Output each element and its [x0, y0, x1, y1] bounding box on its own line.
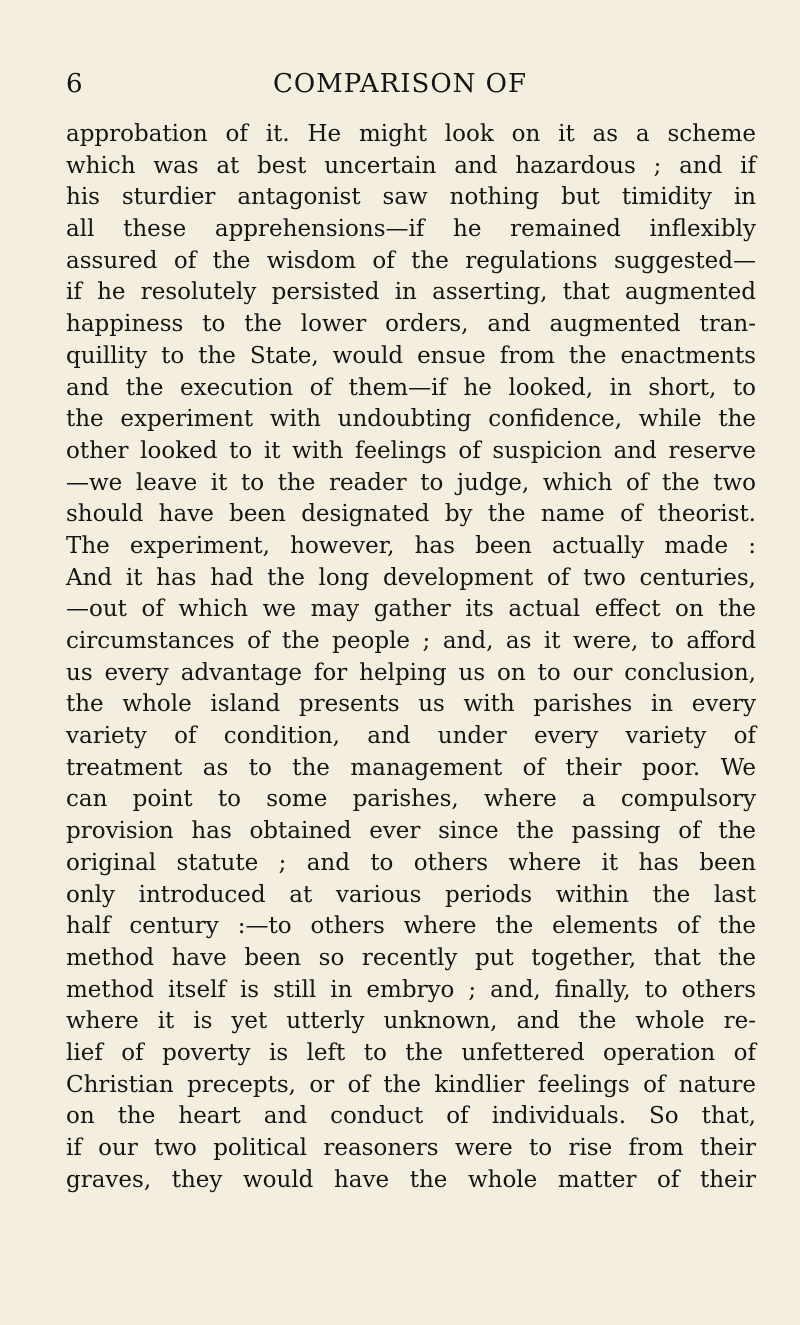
- running-head: [40, 64, 760, 104]
- text-line: variety of condition, and under every variety of: [66, 723, 756, 750]
- text-line: happiness to the lower orders, and augmented tran-: [66, 311, 756, 338]
- text-line: assured of the wisdom of the regulations suggested—: [66, 247, 756, 274]
- text-line: should have been designated by the name of theorist.: [66, 501, 756, 528]
- text-line: all these apprehensions—if he remained inflexibly: [66, 216, 756, 243]
- page-number: 6: [66, 69, 83, 99]
- text-line: And it has had the long development of two centuries,: [66, 564, 756, 591]
- text-line: us every advantage for helping us on to our conclusion,: [66, 659, 756, 686]
- text-line: circumstances of the people ; and, as it were, to afford: [66, 628, 756, 654]
- text-line: his sturdier antagonist saw nothing but timidity in: [66, 184, 756, 211]
- text-line: only introduced at various periods within the last: [66, 881, 756, 908]
- text-line: can point to some parishes, where a compulsory: [66, 786, 756, 813]
- text-line: The experiment, however, has been actually made :: [66, 532, 756, 559]
- text-line: quillity to the State, would ensue from the enactments: [66, 342, 756, 369]
- text-line: if he resolutely persisted in asserting, that augmented: [66, 279, 756, 306]
- text-line: original statute ; and to others where it has been: [66, 849, 756, 876]
- running-title: COMPARISON OF: [272, 69, 528, 99]
- text-line: —we leave it to the reader to judge, which of the two: [66, 469, 756, 496]
- text-line: method have been so recently put together, that the: [66, 944, 756, 971]
- text-line: —out of which we may gather its actual effect on the: [66, 596, 756, 623]
- body-text: [66, 119, 756, 1196]
- text-line: the whole island presents us with parishes in every: [66, 691, 756, 718]
- text-line: other looked to it with feelings of suspicion and reserve: [66, 437, 756, 464]
- text-line: lief of poverty is left to the unfettered operation of: [66, 1039, 756, 1066]
- text-line: method itself is still in embryo ; and, finally, to others: [66, 976, 756, 1003]
- text-line: the experiment with undoubting confidence, while the: [66, 406, 756, 433]
- text-line: Christian precepts, or of the kindlier feelings of nature: [66, 1071, 756, 1098]
- text-line: and the execution of them—if he looked, in short, to: [66, 374, 756, 401]
- text-line: which was at best uncertain and hazardous ; and if: [66, 152, 756, 179]
- text-line: on the heart and conduct of individuals. So that,: [66, 1103, 756, 1130]
- text-line: provision has obtained ever since the passing of the: [66, 818, 756, 845]
- text-line: treatment as to the management of their poor. We: [66, 754, 756, 781]
- text-line: half century :—to others where the elements of the: [66, 913, 756, 940]
- text-line: if our two political reasoners were to rise from their: [66, 1135, 756, 1161]
- text-line: approbation of it. He might look on it as a scheme: [66, 121, 756, 147]
- text-line: graves, they would have the whole matter of their: [66, 1166, 756, 1193]
- text-line: where it is yet utterly unknown, and the whole re-: [66, 1008, 756, 1035]
